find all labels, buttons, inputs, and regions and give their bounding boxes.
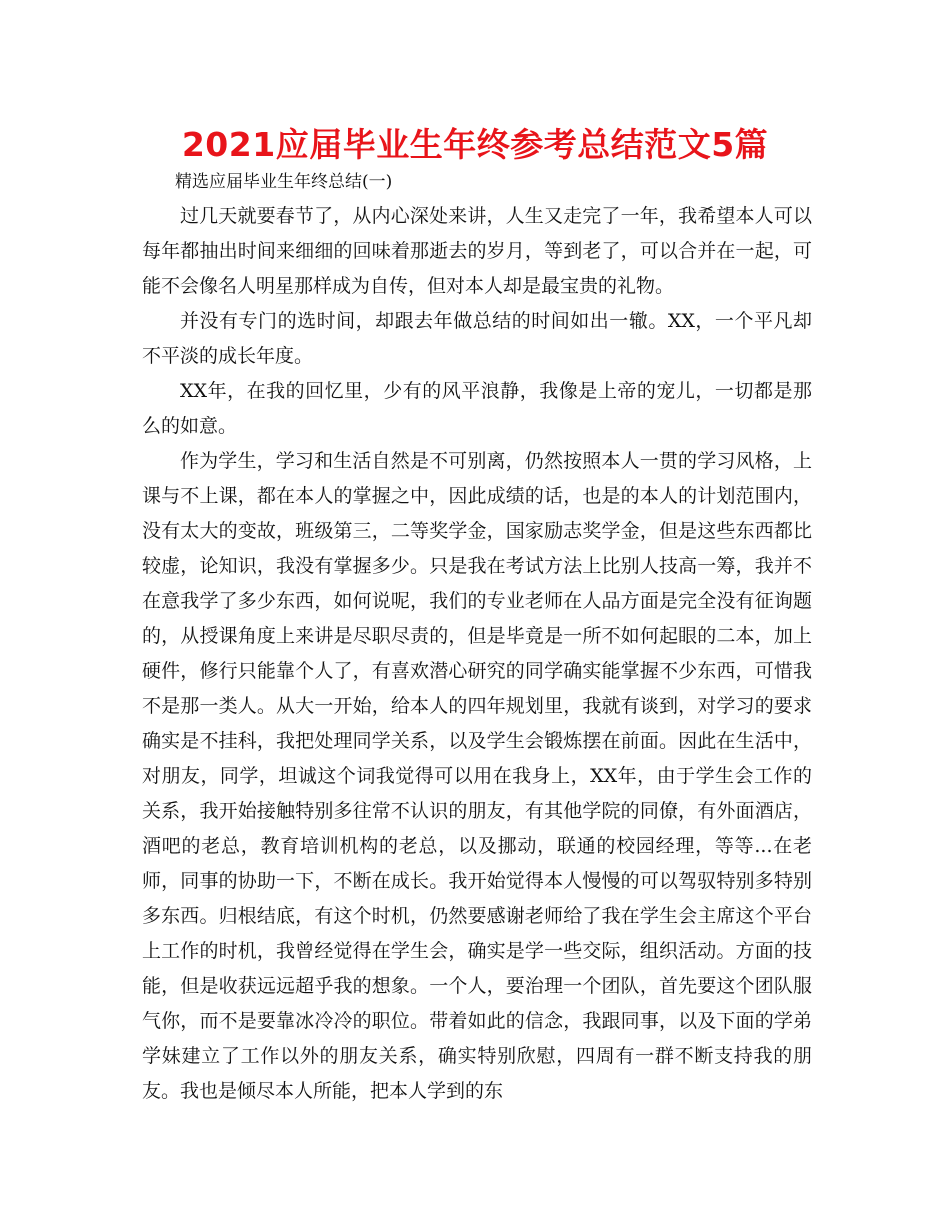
document-title: 2021应届毕业生年终参考总结范文5篇 <box>181 125 769 164</box>
paragraph: 过几天就要春节了，从内心深处来讲，人生又走完了一年，我希望本人可以每年都抽出时间来细细的回味着那逝去的岁月，等到老了，可以合并在一起，可能不会像名人明星那样成为自传，但对本人却是最宝贵的礼物。 <box>142 205 812 297</box>
document-body <box>142 199 812 1109</box>
paragraph: XX年，在我的回忆里，少有的风平浪静，我像是上帝的宠儿，一切都是那么的如意。 <box>142 380 812 437</box>
paragraph: 并没有专门的选时间，却跟去年做总结的时间如出一辙。XX，一个平凡却不平淡的成长年度。 <box>142 310 812 367</box>
section-heading: 精选应届毕业生年终总结(一) <box>175 172 393 192</box>
paragraph: 作为学生，学习和生活自然是不可别离，仍然按照本人一贯的学习风格，上课与不上课，都在本人的掌握之中，因此成绩的话，也是的本人的计划范围内，没有太大的变故，班级第三，二等奖学金，国家励志奖学金，但是这些东西都比较虚，论知识，我没有掌握多少。只是我在考试方法上比别人技高一筹，我并不在意我学了多少东西，如何说呢，我们的专业老师在人品方面是完全没有征询题的，从授课角度上来讲是尽职尽责的，但是毕竟是一所不如何起眼的二本，加上硬件，修行只能靠个人了，有喜欢潜心研究的同学确实能掌握不少东西，可惜我不是那一类人。从大一开始，给本人的四年规划里，我就有谈到，对学习的要求确实是不挂科，我把处理同学关系，以及学生会锻炼摆在前面。因此在生活中，对朋友，同学，坦诚这个词我觉得可以用在我身上，XX年，由于学生会工作的关系，我开始接触特别多往常不认识的朋友，有其他学院的同僚，有外面酒店，酒吧的老总，教育培训机构的老总，以及挪动，联通的校园经理，等等...在老师，同事的协助一下，不断在成长。我开始觉得本人慢慢的可以驾驭特别多特别多东西。归根结底，有这个时机，仍然要感谢老师给了我在学生会主席这个平台上工作的时机，我曾经觉得在学生会，确实是学一些交际，组织活动。方面的技能，但是收获远远超乎我的想象。一个人，要治理一个团队，首先要这个团队服气你，而不是要靠冰冷冷的职位。带着如此的信念，我跟同事，以及下面的学弟学妹建立了工作以外的朋友关系，确实特别欣慰，四周有一群不断支持我的朋友。我也是倾尽本人所能，把本人学到的东 <box>142 450 812 1102</box>
